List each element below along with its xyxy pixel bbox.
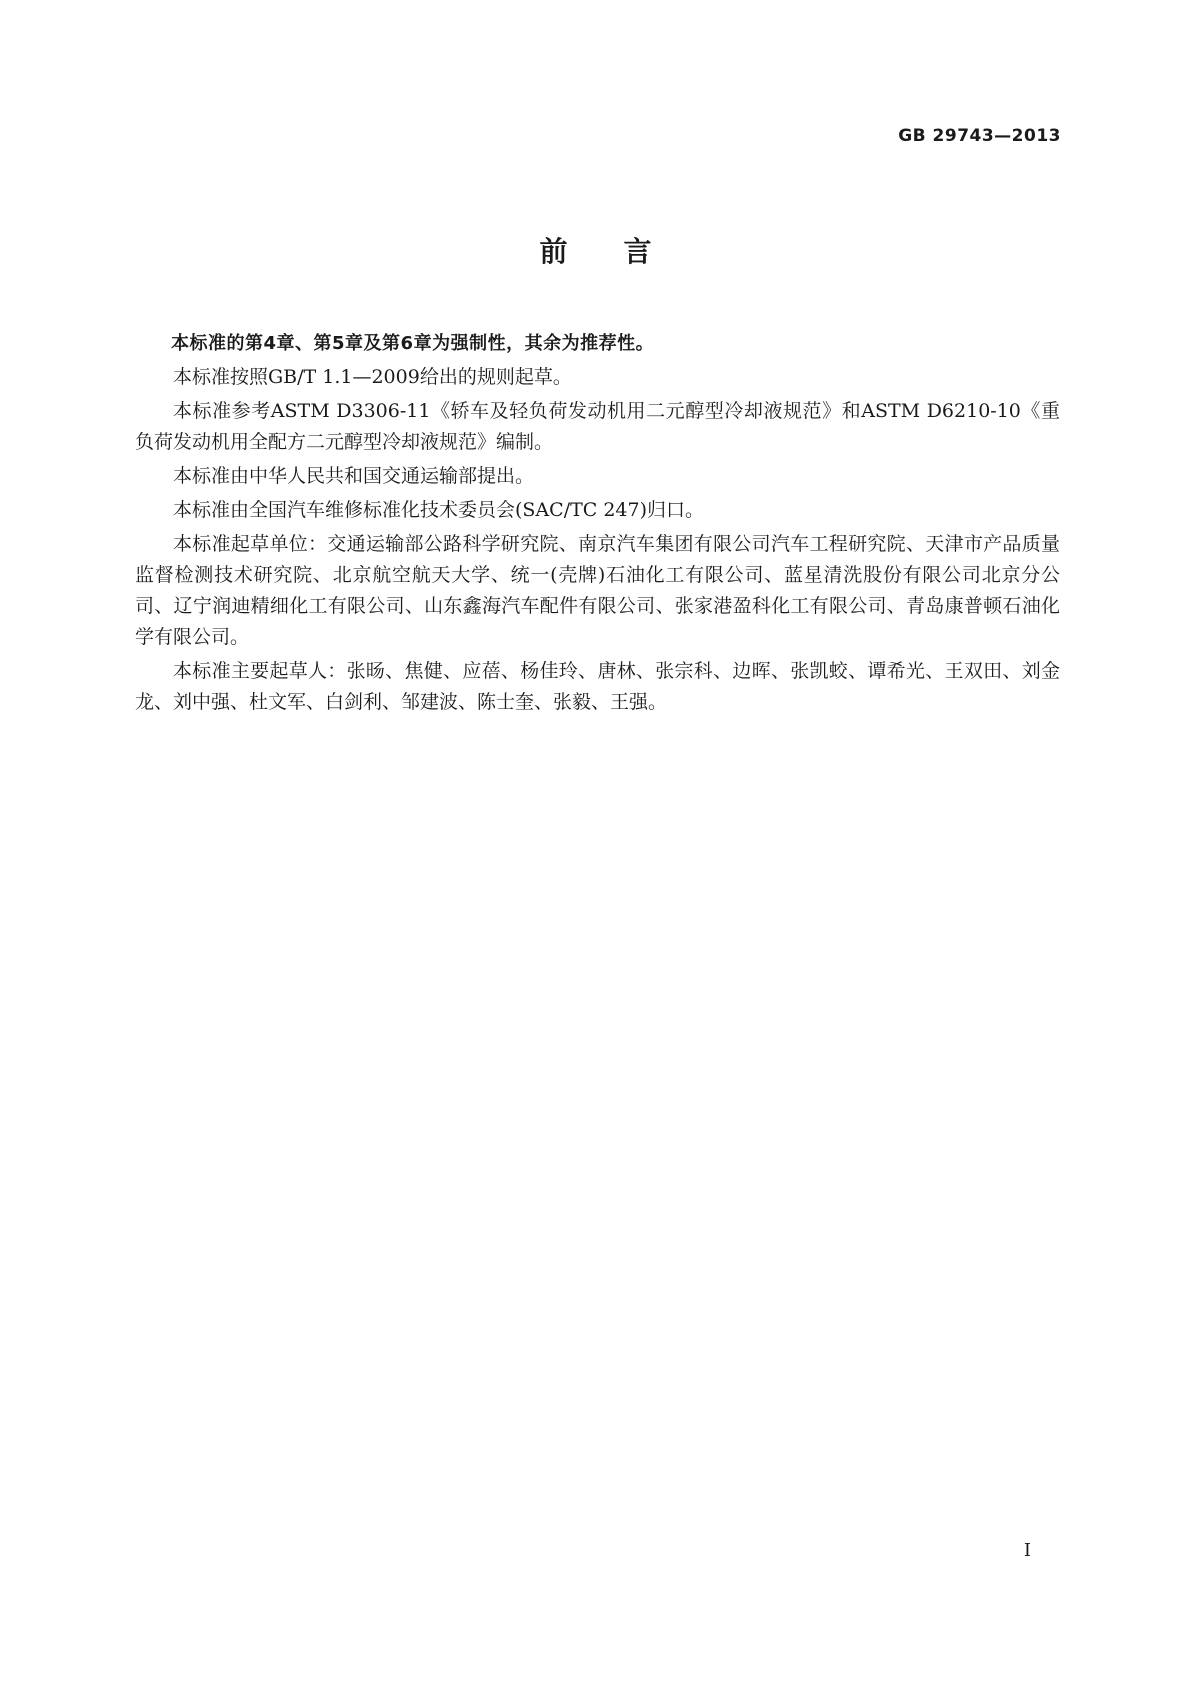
page-number: I xyxy=(1023,1540,1031,1561)
paragraph-drafting-units: 本标准起草单位：交通运输部公路科学研究院、南京汽车集团有限公司汽车工程研究院、天津市产品质量监督检测技术研究院、北京航空航天大学、统一(壳牌)石油化工有限公司、蓝星清洗股份有限公司北京分公司、辽宁润迪精细化工有限公司、山东鑫海汽车配件有限公司、张家港盈科化工有限公司、青岛康普顿石油化学有限公司。 xyxy=(135,533,1060,648)
page-title: 前言 xyxy=(539,235,708,268)
standard-code: GB 29743—2013 xyxy=(898,126,1061,146)
paragraph-drafters: 本标准主要起草人：张旸、焦健、应蓓、杨佳玲、唐林、张宗科、边晖、张凯蛟、谭希光、王双田、刘金龙、刘中强、杜文军、白剑利、邹建波、陈士奎、张毅、王强。 xyxy=(135,660,1060,713)
paragraph-proposer: 本标准由中华人民共和国交通运输部提出。 xyxy=(173,465,535,487)
paragraph-administrator: 本标准由全国汽车维修标准化技术委员会(SAC/TC 247)归口。 xyxy=(173,499,705,521)
paragraph-references: 本标准参考ASTM D3306-11《轿车及轻负荷发动机用二元醇型冷却液规范》和ASTM D6210-10《重负荷发动机用全配方二元醇型冷却液规范》编制。 xyxy=(135,400,1060,453)
paragraph-drafting-rules: 本标准按照GB/T 1.1—2009给出的规则起草。 xyxy=(173,366,572,388)
paragraph-mandatory-statement: 本标准的第4章、第5章及第6章为强制性，其余为推荐性。 xyxy=(171,333,655,354)
foreword-body xyxy=(135,328,1060,721)
